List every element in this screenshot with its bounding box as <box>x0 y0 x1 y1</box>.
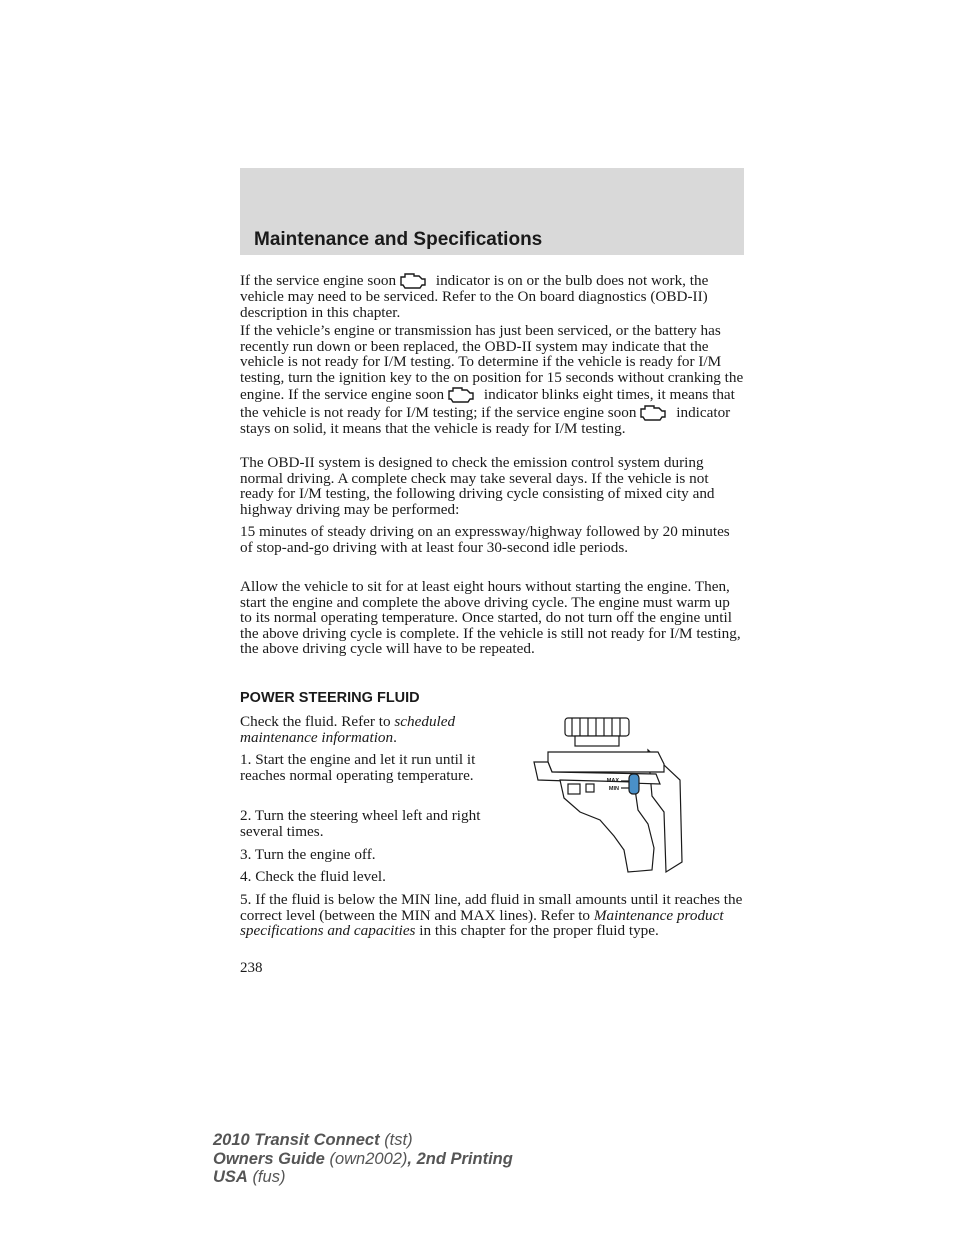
footer-text: , 2nd Printing <box>407 1149 513 1168</box>
text: 1. Start the engine and let it run until it reaches normal operating temperature. <box>240 751 476 784</box>
paragraph-4 <box>240 524 745 555</box>
footer-line-2 <box>213 1150 513 1169</box>
text: Check the fluid. Refer to <box>240 713 391 730</box>
footer-text: (own2002) <box>329 1149 408 1168</box>
step-1 <box>240 752 490 783</box>
reservoir-illustration <box>530 712 695 880</box>
page-number: 238 <box>240 960 263 976</box>
footer-text: USA <box>213 1168 248 1186</box>
text: 2. Turn the steering wheel left and right several times. <box>240 807 481 840</box>
text: 5. If the fluid is below the MIN line, add fluid in small amounts until it reaches the correct level (between the MIN and MAX lines). Refer to <box>240 891 743 924</box>
step-5 <box>240 892 745 939</box>
paragraph-2 <box>240 323 745 437</box>
footer-line-1 <box>213 1131 513 1150</box>
step-4 <box>240 869 490 885</box>
text: 15 minutes of steady driving on an expressway/highway followed by 20 minutes of stop-and-go driving with at least four 30-second idle periods. <box>240 523 730 556</box>
text: If the service engine soon <box>240 272 397 289</box>
intro-text <box>240 714 490 745</box>
text: If the vehicle’s engine or transmission has just been serviced, or the battery has recently run down or been replaced, the OBD-II system may indicate that the vehicle is not ready for I/M testing. To determine if the vehicle is ready for I/M testing, turn the ignition key to the on position for 15 seconds without cranking the engine. If the service engine soon <box>240 322 744 404</box>
footer-text: (fus) <box>252 1168 286 1186</box>
text: in this chapter for the proper fluid type. <box>419 922 659 940</box>
text: indicator is on or the bulb does not work, the vehicle may need to be serviced. Refer to the On board diagnostics (OBD-II) description in this chapter. <box>240 272 709 321</box>
min-label: MIN <box>608 786 619 792</box>
reservoir-drawing <box>530 712 695 880</box>
max-label: MAX <box>606 778 619 784</box>
text: . <box>393 728 397 746</box>
engine-icon <box>446 385 476 403</box>
engine-icon <box>638 403 668 421</box>
text: The OBD-II system is designed to check the emission control system during normal driving. A complete check may take several days. If the vehicle is not ready for I/M testing, the following driving cycle consisting of mixed city and highway driving may be performed: <box>240 454 715 518</box>
footer-text: (tst) <box>384 1131 413 1149</box>
page-title: Maintenance and Specifications <box>254 229 543 250</box>
section-heading: POWER STEERING FLUID <box>240 690 420 706</box>
paragraph-5 <box>240 579 745 657</box>
footer-text: 2010 Transit Connect <box>213 1131 380 1149</box>
step-2 <box>240 808 490 839</box>
paragraph-3 <box>240 455 745 517</box>
step-3 <box>240 847 490 863</box>
text: 3. Turn the engine off. <box>240 846 376 863</box>
footer <box>213 1131 513 1187</box>
footer-text: Owners Guide <box>213 1149 325 1168</box>
engine-icon <box>398 271 428 289</box>
paragraph-1 <box>240 271 745 320</box>
text: indicator stays on solid, it means that the vehicle is ready for I/M testing. <box>240 404 731 438</box>
text: indicator blinks eight times, it means that the vehicle is not ready for I/M testing; if the service engine soon <box>240 386 735 422</box>
footer-line-3 <box>213 1168 513 1187</box>
reference-text: scheduled maintenance information <box>240 713 456 746</box>
text: 4. Check the fluid level. <box>240 868 386 885</box>
reference-text: Maintenance product specifications and capacities <box>240 906 724 940</box>
text: Allow the vehicle to sit for at least eight hours without starting the engine. Then, start the engine and complete the above driving cycle. The engine must warm up to its normal operating temperature. Once started, do not turn off the engine until the above driving cycle is complete. If the vehicle is still not ready for I/M testing, the above driving cycle will have to be repeated. <box>240 578 741 658</box>
